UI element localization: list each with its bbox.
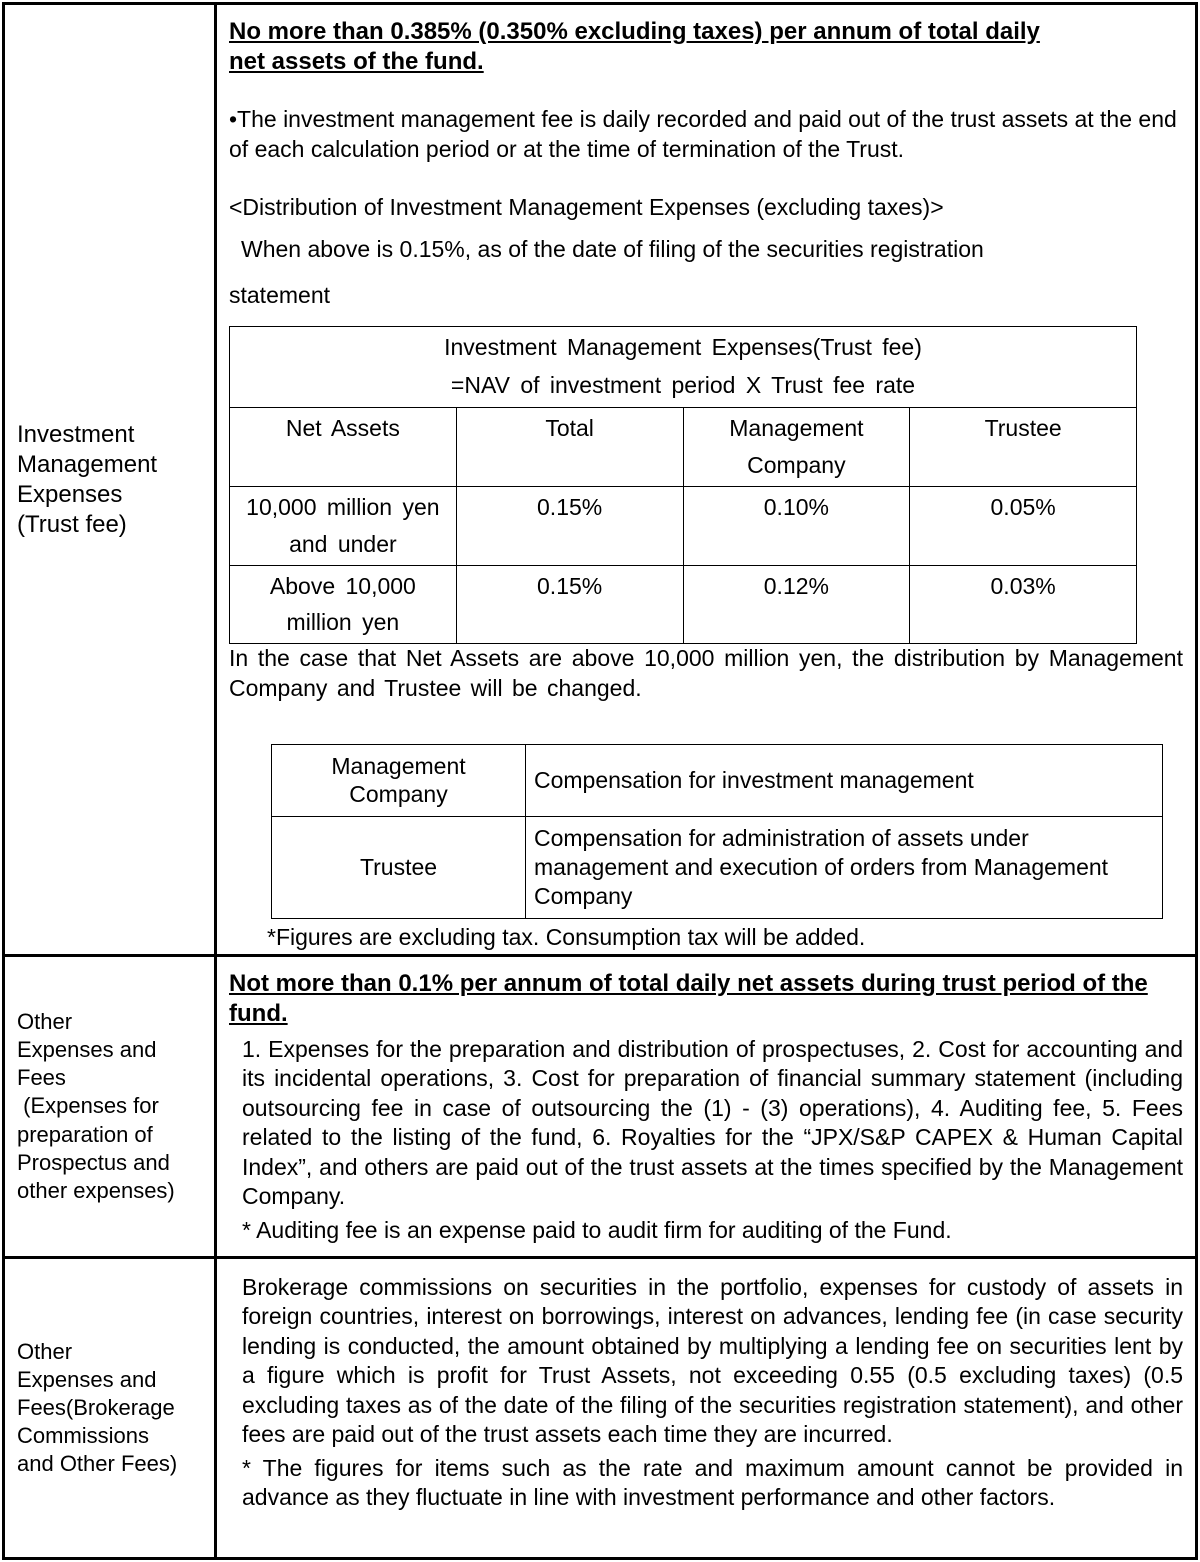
trust-fee-bullet: •The investment management fee is daily recorded and paid out of the trust assets at the end of each calculation period or at the time of termination of the Trust. <box>229 106 1177 162</box>
role-name: Management Company <box>272 744 526 816</box>
fee-header-trustee: Trustee <box>910 408 1137 487</box>
net-assets-change-note: In the case that Net Assets are above 10,000 million yen, the distribution by Management Company and Trustee will be changed. <box>229 645 1183 701</box>
distribution-title: <Distribution of Investment Management Expenses (excluding taxes)> <box>229 193 944 220</box>
label-brokerage-fees: Other Expenses and Fees(Brokerage Commissions and Other Fees) <box>4 1258 216 1559</box>
fee-table-title-row <box>230 327 1137 408</box>
table-row <box>272 816 1163 918</box>
body-other-expenses-prospectus <box>216 956 1197 1258</box>
tax-note: *Figures are excluding tax. Consumption tax will be added. <box>267 923 866 950</box>
table-row <box>272 744 1163 816</box>
distribution-note: When above is 0.15%, as of the date of filing of the securities registration <box>241 235 984 262</box>
label-trust-fee: Investment Management Expenses (Trust fee) <box>4 4 216 956</box>
fee-header-total: Total <box>456 408 683 487</box>
trust-fee-rate-table <box>229 326 1137 644</box>
fee-header-management: Management Company <box>683 408 910 487</box>
table-row: 10,000 million yen and under 0.15% 0.10% 0.05% <box>230 486 1137 565</box>
table-row: Above 10,000 million yen 0.15% 0.12% 0.03% <box>230 565 1137 644</box>
role-desc: Compensation for investment management <box>526 744 1163 816</box>
fee-disclosure-table <box>2 2 1198 1560</box>
other-expenses-body: 1. Expenses for the preparation and distribution of prospectuses, 2. Cost for accounting and its incidental operations, 3. Cost for preparation of financial summary statement (including outsourcing fee in case of outsourcing the (1) - (3) operations), 4. Auditing fee, 5. Fees related to the listing of the fund, 6. Royalties for the “JPX/S&P CAPEX & Human Capital Index”, and others are paid out of the trust assets at the times specified by the Management Company. <box>242 1036 1183 1210</box>
auditing-fee-note: * Auditing fee is an expense paid to audit firm for auditing of the Fund. <box>242 1216 952 1243</box>
fee-table-title-2: =NAV of investment period X Trust fee rate <box>450 372 916 399</box>
row-brokerage-fees <box>4 1258 1197 1559</box>
distribution-note-2: statement <box>229 281 330 308</box>
body-brokerage-fees <box>216 1258 1197 1559</box>
label-other-expenses-prospectus: Other Expenses and Fees (Expenses for preparation of Prospectus and other expenses) <box>4 956 216 1258</box>
trust-fee-heading: No more than 0.385% (0.350% excluding taxes) per annum of total daily net assets of the fund. <box>229 18 1040 75</box>
brokerage-body: Brokerage commissions on securities in the portfolio, expenses for custody of assets in foreign countries, interest on borrowings, interest on advances, lending fee (in case security lending is conducted, the amount obtained by multiplying a lending fee on securities lent by a figure which is profit for Trust Assets, not exceeding 0.55 (0.5 excluding taxes) (0.5 excluding taxes as of the date of the filing of the securities registration statement), and other fees are paid out of the trust assets each time they are incurred. <box>242 1274 1183 1448</box>
fee-table-header-row <box>230 408 1137 487</box>
brokerage-note: * The figures for items such as the rate and maximum amount cannot be provided in advance as they fluctuate in line with investment performance and other factors. <box>242 1454 1183 1511</box>
other-expenses-heading: Not more than 0.1% per annum of total daily net assets during trust period of the fund. <box>229 970 1148 1027</box>
role-table <box>271 744 1163 919</box>
row-other-expenses-prospectus <box>4 956 1197 1258</box>
body-trust-fee <box>216 4 1197 956</box>
row-trust-fee <box>4 4 1197 956</box>
fee-header-net-assets: Net Assets <box>230 408 457 487</box>
role-name: Trustee <box>272 816 526 918</box>
role-desc: Compensation for administration of assets under management and execution of orders from Management Company <box>526 816 1163 918</box>
fee-table-title-1: Investment Management Expenses(Trust fee) <box>444 334 922 361</box>
